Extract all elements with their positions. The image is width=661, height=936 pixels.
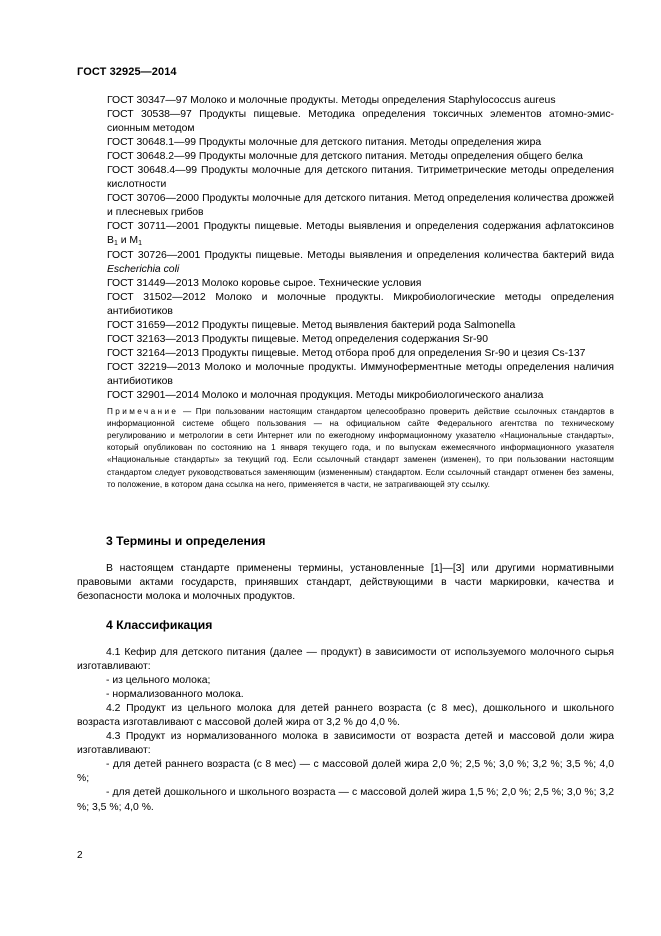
references-list bbox=[77, 94, 614, 491]
reference-item: ГОСТ 30648.1—99 Продукты молочные для детского питания. Методы определения жира bbox=[107, 137, 542, 149]
section-4-heading: 4 Классификация bbox=[106, 618, 213, 632]
note-text: — При пользовании настоящим стандартом целесообразно проверить действие ссылочных стандартов в информационной системе общего пользования — на официальном сайте Федерального агентства по техническому регулированию и метрологии в сети Интернет или по ежегодному информационному указателю «Национальные стандарты», который опубликован по состоянию на 1 января текущего года, и по выпускам ежемесячного информационного указателя «Национальные стандарты» за текущий год. Если ссылочный стандарт заменен (изменен), то при пользовании настоящим стандартом следует руководствоваться заменяющим (измененным) стандартом. Если ссылочный стандарт отменен без замены, то положение, в котором дана ссылка на него, применяется в части, не затрагивающей эту ссылку. bbox=[107, 407, 614, 489]
clause-4-3: 4.3 Продукт из нормализованного молока в зависимости от возраста детей и массовой доли жира изготавливают: bbox=[77, 731, 614, 757]
section-3-text: В настоящем стандарте применены термины, установленные [1]—[3] или другими нормативными правовыми актами государств, принявших стандарт, действующими в части маркировки, качества и безопасности молока и молочных продуктов. bbox=[77, 563, 614, 603]
reference-item: ГОСТ 32163—2013 Продукты пищевые. Метод определения содержания Sr-90 bbox=[107, 333, 488, 345]
reference-item: ГОСТ 31502—2012 Молоко и молочные продукты. Микробиологические методы определения антибиотиков bbox=[107, 291, 614, 317]
reference-item: ГОСТ 30706—2000 Продукты молочные для детского питания. Метод определения количества дрожжей и плесневых грибов bbox=[107, 193, 614, 219]
reference-item-aflatoxin: ГОСТ 30711—2001 Продукты пищевые. Методы выявления и определения содержания афлатоксинов $B_1$ и $M_1$ bbox=[107, 221, 614, 248]
reference-item: ГОСТ 30347—97 Молоко и молочные продукты. Методы определения Staphylococcus aureus bbox=[107, 95, 556, 106]
reference-item-ecoli: ГОСТ 30726—2001 Продукты пищевые. Методы выявления и определения количества бактерий вида Escherichia coli bbox=[107, 249, 614, 275]
section-3-heading: 3 Термины и определения bbox=[106, 534, 266, 548]
list-item: - из цельного молока; bbox=[106, 675, 211, 687]
list-item: - для детей дошкольного и школьного возраста — с массовой долей жира 1,5 %; 2,0 %; 2,5 %; 3,0 %; 3,2 %; 3,5 %; 4,0 %. bbox=[77, 787, 614, 813]
list-item: - нормализованного молока. bbox=[106, 689, 244, 701]
note-label: Примечание bbox=[107, 407, 179, 417]
reference-item: ГОСТ 31659—2012 Продукты пищевые. Метод выявления бактерий рода Salmonella bbox=[107, 319, 516, 331]
reference-item: ГОСТ 30648.2—99 Продукты молочные для детского питания. Методы определения общего белка bbox=[107, 151, 583, 163]
note-paragraph bbox=[77, 406, 614, 491]
page-header-title: ГОСТ 32925—2014 bbox=[77, 66, 177, 78]
reference-item: ГОСТ 32219—2013 Молоко и молочные продукты. Иммуноферментные методы определения наличия антибиотиков bbox=[107, 361, 614, 387]
reference-item: ГОСТ 31449—2013 Молоко коровье сырое. Технические условия bbox=[107, 277, 422, 289]
reference-item: ГОСТ 32901—2014 Молоко и молочная продукция. Методы микробиологического анализа bbox=[107, 389, 544, 401]
reference-item: ГОСТ 32164—2013 Продукты пищевые. Метод отбора проб для определения Sr-90 и цезия Cs-137 bbox=[107, 347, 586, 359]
reference-item: ГОСТ 30538—97 Продукты пищевые. Методика определения токсичных элементов атомно-эмиссионным методом bbox=[107, 109, 614, 135]
list-item: - для детей раннего возраста (с 8 мес) — с массовой долей жира 2,0 %; 2,5 %; 3,0 %; 3,2 %; 3,5 %; 4,0 %; bbox=[77, 759, 614, 785]
clause-4-1: 4.1 Кефир для детского питания (далее — продукт) в зависимости от используемого молочного сырья изготавливают: bbox=[77, 647, 614, 673]
section-4-body bbox=[77, 646, 614, 815]
clause-4-2: 4.2 Продукт из цельного молока для детей раннего возраста (с 8 мес), дошкольного и школьного возраста изготавливают с массовой долей жира от 3,2 % до 4,0 %. bbox=[77, 703, 614, 729]
page-number: 2 bbox=[77, 850, 83, 861]
reference-item: ГОСТ 30648.4—99 Продукты молочные для детского питания. Титриметрические методы определения кислотности bbox=[107, 165, 614, 191]
